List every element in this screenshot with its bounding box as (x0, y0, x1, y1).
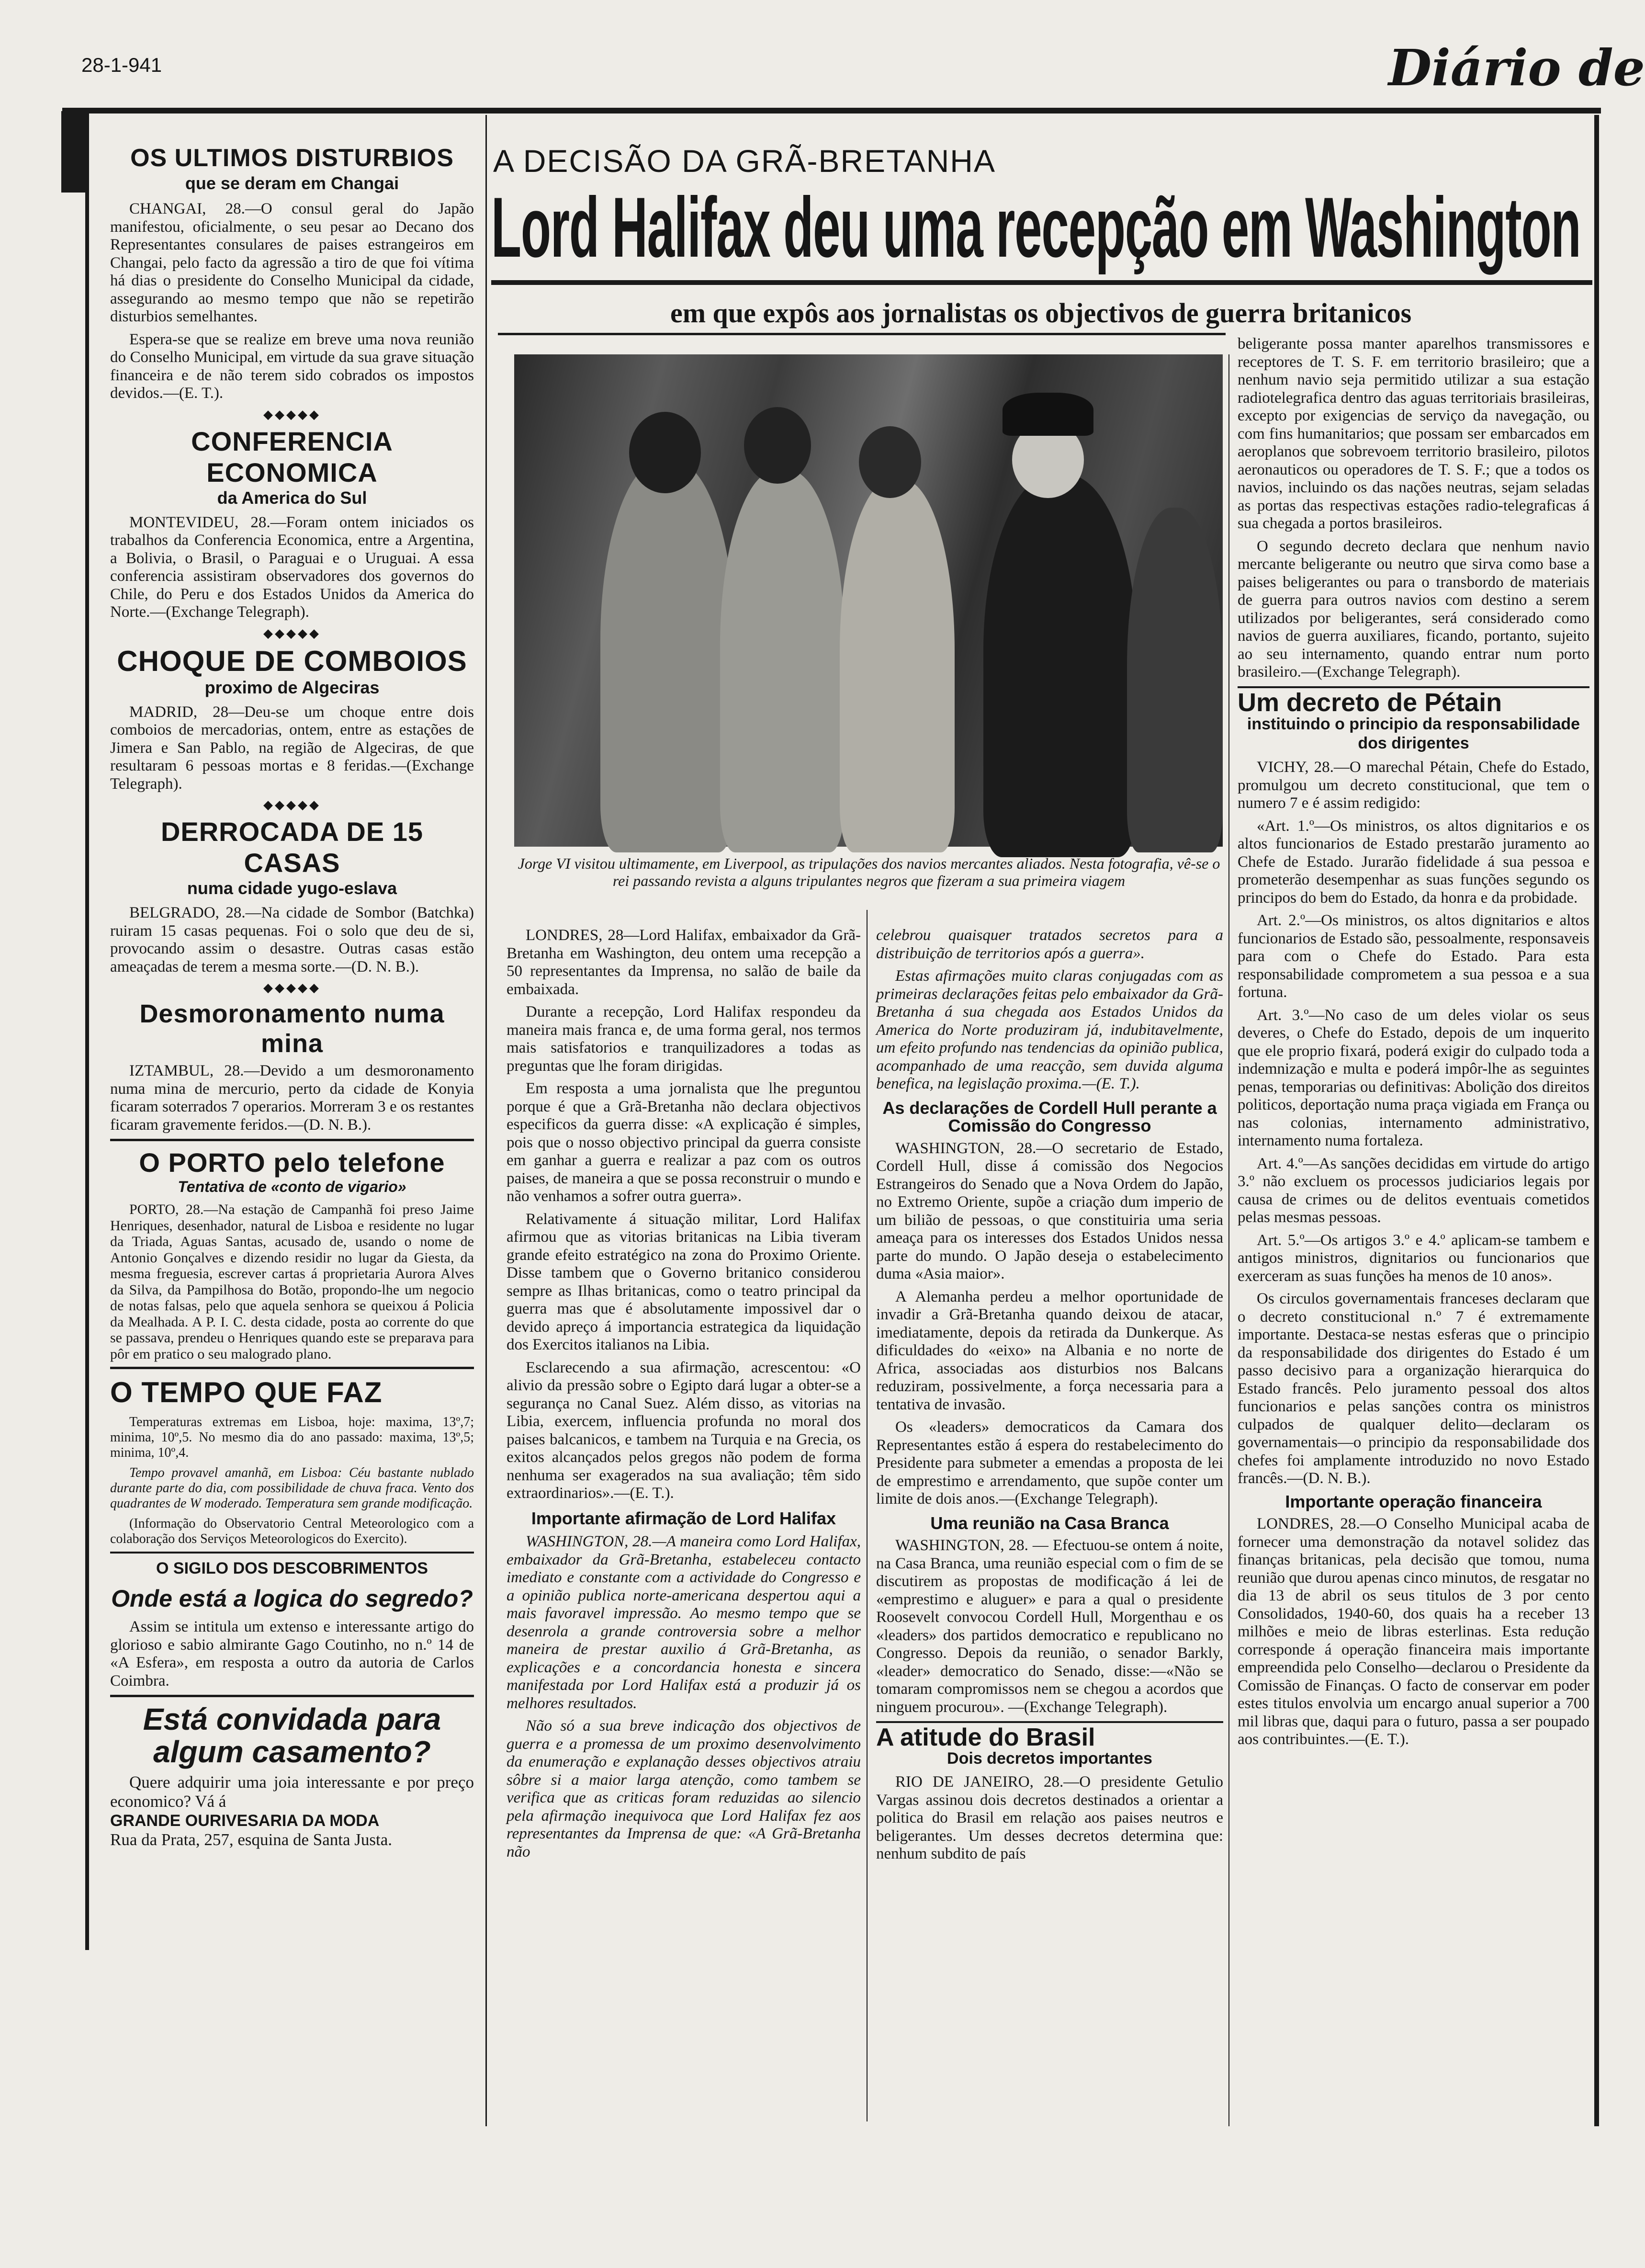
porto-text: PORTO, 28.—Na estação de Campanhã foi preso Jaime Henriques, desenhador, natural de Lisboa e residente no lugar da Triada, Aguas Santas, acusado de, usando o nome de Antonio Gonçalves e dizendo residir no lugar da Giesta, da mesma freguesia, escrever cartas á proprietaria Aurora Alves da Silva, da Pampilhosa do Botão, propondo-lhe um negocio de notas falsas, pelo que aquela senhora se queixou á Policia da Mealhada. A P. I. C. desta cidade, posta ao corrente do que se passava, prendeu o Henriques quando este se preparava para pôr em pratico o seu malogrado plano. (110, 1202, 474, 1362)
photo-figure (1127, 508, 1223, 852)
sigilo-headline: Onde está a logica do segredo? (111, 1585, 473, 1612)
deck-rule (498, 333, 1226, 335)
petain-subtitle: instituindo o principio da responsabilidade dos dirigentes (1247, 715, 1580, 752)
section-subhead: Importante operação financeira (1285, 1491, 1542, 1511)
conferencia-subtitle: da America do Sul (217, 488, 367, 508)
derrocada-title: DERROCADA DE 15 CASAS (160, 816, 424, 878)
photo-figure (983, 474, 1137, 857)
petain-title: Um decreto de Pétain (1238, 688, 1502, 717)
ad-address: Rua da Prata, 257, esquina de Santa Justa. (110, 1830, 393, 1849)
box-rule (110, 1695, 474, 1697)
article-text: A Alemanha perdeu a melhor oportunidade de invadir a Grã-Bretanha quando deixou de atacar, imediatamente, depois da retirada da Dunkerque. As dificuldades do «eixo» na Albania e no norte de Africa, associadas aos disturbios nos Balcans reduziram, possivelmente, a força necessaria para a tentativa de invasão. (876, 1288, 1223, 1413)
article-text: Art. 3.º—No caso de um deles violar os seus deveres, o Chefe do Estado, depois de um inquerito que ele proprio fixará, poderá exigir do culpado toda a indemnização e multa e poderá impôr-lhe as seguintes penas, temporarias ou definitivas: Abolição dos direitos politicos, deportação numa praça vigiada em França ou nas colonias, internamento administrativo, internamento numa fortaleza. (1238, 1006, 1589, 1149)
separator: ◆◆◆◆◆ (263, 981, 321, 995)
article-text: Os circulos governamentais franceses declaram que o decreto constitucional n.º 7 é extremamente importante. Destaca-se nestas esferas que o principio da responsabilidade dos dirigentes do Estado é um passo decisivo para a organização hierarquica do Estado francês. Pelo juramento pessoal dos altos funcionarios e pelas sanções contra os ministros culpados de qualquer delito—declaram os governamentais—o principio da responsabilidade dos chefes foi amplamente introduzido no novo Estado francês.—(D. N. B.). (1238, 1290, 1589, 1487)
porto-subtitle: Tentativa de «conto de vigario» (178, 1178, 406, 1195)
disturbios-text-2: Espera-se que se realize em breve uma nova reunião do Conselho Municipal, em virtude da sua grave situação financeira e de não terem sido cobrados os impostos devidos.—(E. T.). (110, 330, 474, 402)
news-photo (514, 354, 1223, 847)
page-date: 28-1-941 (81, 54, 162, 76)
article-text: Os «leaders» democraticos da Camara dos Representantes estão á espera do restabelecimento do Presidente para submeter a emendas a proposta de lei de emprestimo e arrendamento, que supõe conter um limite de dois anos.—(Exchange Telegraph). (876, 1418, 1223, 1508)
article-column-4 (1238, 335, 1589, 1754)
article-text: Durante a recepção, Lord Halifax respondeu da maneira mais franca e, de uma forma geral, nos termos mais satisfatorios e tranquilizadores a todas as preguntas que lhe foram dirigidas. (507, 1003, 861, 1075)
article-text: Relativamente á situação militar, Lord Halifax afirmou que as vitorias britanicas na Libia tiveram grande efeito estratégico na zona do Proximo Oriente. Disse tambem que o Governo britanico considerou sempre as Ilhas britanicas, como o teatro principal da guerra mas que é absolutamente impossivel dar o devido apreço á importancia estrategica da liquidação dos Exercitos italianos na Libia. (507, 1210, 861, 1353)
article-column-3 (876, 927, 1223, 1868)
conferencia-title: CONFERENCIA ECONOMICA (191, 426, 393, 488)
tempo-title: O TEMPO QUE FAZ (110, 1376, 383, 1408)
ad-shop: GRANDE OURIVESARIA DA MODA (110, 1812, 380, 1830)
article-text: LONDRES, 28—Lord Halifax, embaixador da Grã-Bretanha em Washington, deu ontem uma recepção a 50 representantes da Imprensa, no salão de baile da embaixada. (507, 927, 861, 998)
article-text: Art. 5.º—Os artigos 3.º e 4.º aplicam-se tambem e antigos ministros, dignitarios ou funcionarios que exerceram as suas funções ha menos de 10 anos». (1238, 1231, 1589, 1285)
desmoronamento-text: IZTAMBUL, 28.—Devido a um desmoronamento numa mina de mercurio, perto da cidade de Konyia ficaram soterrados 7 operarios. Morreram 3 e os restantes ficaram gravemente feridos.—(D. N. B.). (110, 1062, 474, 1134)
disturbios-subtitle: que se deram em Changai (185, 173, 399, 193)
section-rule (876, 1721, 1223, 1723)
article-text: WASHINGTON, 28.—O secretario de Estado, Cordell Hull, disse á comissão dos Negocios Estrangeiros do Senado que a Nova Ordem do Japão, no Extremo Oriente, supõe a criação dum imperio de um bilião de pessoas, o que constituiria uma seria ameaça para os interesses dos Estados Unidos nessa parte do mundo. O Japão deseja o estabelecimento duma «Asia maior». (876, 1139, 1223, 1282)
article-text: Esclarecendo a sua afirmação, acrescentou: «O alivio da pressão sobre o Egipto dará lugar a obter-se a segurança no Canal Suez. Além disso, as vitorias na Libia, exercem, influencia profunda no moral dos paises balcanicos, e tambem na Turquia e na Grecia, os exitos alcançados pelos gregos não podem de forma nenhuma ser exagerados na sua avaliação; têm sido extraordinarios».—(E. T.). (507, 1359, 861, 1502)
photo-figure (744, 407, 811, 484)
choque-text: MADRID, 28—Deu-se um choque entre dois comboios de mercadorias, ontem, entre as estações de Jimera e San Pablo, na região de Algeciras, de que resultaram 6 pessoas mortas e 8 feridas.—(Exchange Telegraph). (110, 703, 474, 793)
desmoronamento-title: Desmoronamento numa mina (139, 999, 445, 1058)
article-column-2 (507, 927, 861, 1866)
tempo-text-1: Temperaturas extremas em Lisboa, hoje: maxima, 13º,7; minima, 10º,5. No mesmo dia do ano passado: maxima, 13º,5; minima, 10º,4. (110, 1415, 474, 1460)
masthead-rule (62, 108, 1601, 113)
section-subhead: Importante afirmação de Lord Halifax (531, 1508, 836, 1528)
article-text: Art. 4.º—As sanções decididas em virtude do artigo 3.º não excluem os processos judiciarios legais por causa de crimes ou de delitos eventuais cometidos pelas mesmas pessoas. (1238, 1155, 1589, 1226)
choque-title: CHOQUE DE COMBOIOS (117, 645, 467, 677)
photo-figure (1003, 393, 1093, 436)
disturbios-text-1: CHANGAI, 28.—O consul geral do Japão manifestou, oficialmente, o seu pesar ao Decano dos Representantes consulares de paises estrangeiros em Changai, pelo facto da agressão a tiro de que foi vítima há dias o presidente do Conselho Municipal da cidade, assegurando ao mesmo tempo que não se repetirão disturbios semelhantes. (110, 200, 474, 325)
porto-title: O PORTO pelo telefone (139, 1147, 445, 1178)
box-rule (110, 1552, 474, 1554)
article-text: WASHINGTON, 28. — Efectuou-se ontem á noite, na Casa Branca, uma reunião especial com o fim de se discutirem as propostas de modificação á lei de «emprestimo e aluguer» e para a qual o presidente Roosevelt convocou Cordell Hull, Morgenthau e os «leaders» dos partidos democratico e republicano no Congresso. Depois da reunião, o senador Barkly, «leader» democratico do Senado, disse:—«Não se tomaram compromissos nem se chegou a acordos que ninguem procurou». —(Exchange Telegraph). (876, 1537, 1223, 1716)
derrocada-text: BELGRADO, 28.—Na cidade de Sombor (Batchka) ruiram 15 casas pequenas. Foi o solo que deu de si, provocando assim o desastre. Outras casas estão ameaçadas de terem a mesma sorte.—(D. N. B.). (110, 904, 474, 975)
lead-headline-box (491, 182, 1592, 273)
article-text: celebrou quaisquer tratados secretos para a distribuição de territorios após a guerra». (876, 927, 1223, 962)
photo-caption: Jorge VI visitou ultimamente, em Liverpool, as tripulações dos navios mercantes aliados. Nesta fotografia, vê-se o rei passando revista a alguns tripulantes negros que fizeram a sua primeira viagem (518, 855, 1220, 889)
photo-figure (600, 460, 734, 852)
column-rule-1 (485, 115, 487, 2126)
headline-rule (491, 280, 1592, 285)
separator: ◆◆◆◆◆ (263, 798, 321, 812)
article-text: VICHY, 28.—O marechal Pétain, Chefe do Estado, promulgou um decreto constitucional, que tem o numero 7 e é assim redigido: (1238, 759, 1589, 812)
lead-kicker: A DECISÃO DA GRÃ-BRETANHA (493, 143, 996, 179)
photo-figure (720, 469, 845, 852)
disturbios-title: OS ULTIMOS DISTURBIOS (130, 144, 454, 172)
tempo-text-2: Tempo provavel amanhã, em Lisboa: Céu bastante nublado durante parte do dia, com possibilidade de chuva fraca. Vento dos quadrantes de W moderado. Temperatura sem grande modificação. (110, 1465, 474, 1511)
ad-headline: Está convidada para algum casamento? (143, 1702, 441, 1769)
tempo-text-3: (Informação do Observatorio Central Meteorologico com a colaboração dos Serviços Meteorologicos do Exercito). (110, 1516, 474, 1546)
brasil-title: A atitude do Brasil (876, 1724, 1095, 1751)
sigilo-title: O SIGILO DOS DESCOBRIMENTOS (156, 1559, 428, 1577)
left-column-border (85, 111, 89, 1950)
article-text: Estas afirmações muito claras conjugadas com as primeiras declarações feitas pelo embaixador da Grã-Bretanha á sua chegada aos Estados Unidos da America do Norte produziram já, indubitavelmente, um efeito profundo nas tendencias da opinião publica, acompanhado de uma reacção, sem duvida alguma benefica, na legislação proxima.—(E. T.). (876, 967, 1223, 1092)
choque-subtitle: proximo de Algeciras (204, 677, 380, 697)
section-subhead: As declarações de Cordell Hull perante a Comissão do Congresso (882, 1098, 1217, 1135)
article-text: beligerante possa manter aparelhos transmissores e receptores de T. S. F. em territorio brasileiro; que a nenhum navio seja permitido utilizar a sua estação radiotelegrafica dentro das aguas territoriais brasileiras, excepto por exigencias de serviço da navegação, ou com fins humanitarios; que possam ser embarcados em aeroplanos que sobrevoem territorio brasileiro, pilotos aeronauticos ou operadores de T. S. F.; que a todos os navios, incluindo os das nações neutras, sejam seladas as portas das respectivas estações radio-telegraficas á sua chegada a portos brasileiros. (1238, 335, 1589, 532)
derrocada-subtitle: numa cidade yugo-eslava (187, 878, 397, 898)
ad-text: Quere adquirir uma joia interessante e por preço economico? Vá á (110, 1773, 474, 1811)
left-column (110, 144, 474, 1849)
conferencia-text: MONTEVIDEU, 28.—Foram ontem iniciados os trabalhos da Conferencia Economica, entre a Argentina, a Bolivia, o Brasil, o Paraguai e o Uruguai. A essa conferencia assistiram observadores dos governos do Chile, do Peru e dos Estados Unidos da America do Norte.—(Exchange Telegraph). (110, 513, 474, 621)
photo-figure (859, 426, 921, 498)
right-border (1594, 115, 1599, 2126)
box-rule (110, 1139, 474, 1141)
article-text: O segundo decreto declara que nenhum navio mercante beligerante ou neutro que sirva como base a paises beligerantes ou para o transbordo de materiais de guerra para outros navios com destino a serem utilizados por beligerantes, será considerado como navios de guerra auxiliares, ficando, portanto, sujeito ao seu internamento, quando entrar num porto brasileiro.—(Exchange Telegraph). (1238, 537, 1589, 680)
column-rule-2 (867, 910, 868, 2121)
article-text: LONDRES, 28.—O Conselho Municipal acaba de fornecer uma demonstração da notavel solidez das finanças britanicas, pela decisão que tomou, numa reunião que durou apenas cinco minutos, de resgatar no dia 13 de abril os seus titulos de 3 por cento Consolidados, 1940-60, dos quais ha a receber 13 milhões e meio de libras esterlinas. Esta redução corresponde á operação financeira mais importante empreendida pelo Conselho—declarou o Presidente da Comissão de Finanças. O facto de conservar em poder estes titulos envolvia um encargo anual superior a 700 mil libras que, daqui para o futuro, passa a ser poupado aos contribuintes.—(E. T.). (1238, 1515, 1589, 1748)
section-subhead: Uma reunião na Casa Branca (930, 1513, 1169, 1533)
column-rule-3 (1228, 354, 1229, 2126)
article-text: RIO DE JANEIRO, 28.—O presidente Getulio Vargas assinou dois decretos destinados a orientar a politica do Brasil em relação aos paises neutros e beligerantes. Um desses decretos determina que: nenhum subdito de país (876, 1773, 1223, 1862)
article-text: «Art. 1.º—Os ministros, os altos dignitarios e os altos funcionarios de Estado prestarão juramento ao Chefe de Estado. Jurarão fidelidade á sua pessoa e prometerão desempenhar as suas funções segundo os principos do bem do Estado, da honra e da probidade. (1238, 817, 1589, 907)
photo-figure (840, 479, 955, 852)
article-text: Em resposta a uma jornalista que lhe preguntou porque é que a Grã-Bretanha não declara objectivos especificos da guerra disse: «A explicação é simples, pois que o nosso objectivo principal da guerra consiste em ganhar a guerra e realizar a paz com os outros paises, de maneira a que se possa reconstruir o mundo e não venhamos a sofrer outra guerra». (507, 1080, 861, 1205)
article-text: Não só a sua breve indicação dos objectivos de guerra e a promessa de um proximo desenvolvimento da enumeração e explanação desses objectivos atraiu sôbre si a maior larga atenção, como tambem se verifica que as criticas foram reduzidas ao silencio pela afirmação inequivoca que Lord Halifax fez aos representantes da Imprensa de que: «A Grã-Bretanha não (507, 1717, 861, 1860)
brasil-subtitle: Dois decretos importantes (947, 1749, 1152, 1768)
article-text: Art. 2.º—Os ministros, os altos dignitarios e altos funcionarios de Estado são, pessoalmente, responsaveis para com o Chefe do Estado. Para esta responsabilidade comprometem a sua pessoa e a sua fortuna. (1238, 912, 1589, 1001)
box-rule (110, 1367, 474, 1369)
article-text: WASHINGTON, 28.—A maneira como Lord Halifax, embaixador da Grã-Bretanha, estabeleceu contacto imediato e constante com a actividade do Congresso e a opinião publica norte-americana despertou aqui a mais favoravel impressão. Ao mesmo tempo que se desenrola a grande controversia sobre a melhor maneira de prestar auxilio á Grã-Bretanha, as explicações e a concordancia honesta e sincera manifestada por Lord Halifax está a produzir já os melhores resultados. (507, 1533, 861, 1712)
sigilo-text: Assim se intitula um extenso e interessante artigo do glorioso e sabio almirante Gago Coutinho, no n.º 14 de «A Esfera», em resposta a outro da autoria de Carlos Coimbra. (110, 1618, 474, 1690)
photo-figure (629, 412, 701, 493)
separator: ◆◆◆◆◆ (263, 626, 321, 640)
left-column-bar (61, 111, 88, 193)
section-rule (1238, 686, 1589, 688)
lead-deck: em que expôs aos jornalistas os objectivos de guerra britanicos (670, 297, 1412, 329)
lead-headline: Lord Halifax deu uma recepção em Washington (491, 180, 1581, 275)
separator: ◆◆◆◆◆ (263, 407, 321, 421)
masthead-title: Diário de (1388, 38, 1645, 97)
